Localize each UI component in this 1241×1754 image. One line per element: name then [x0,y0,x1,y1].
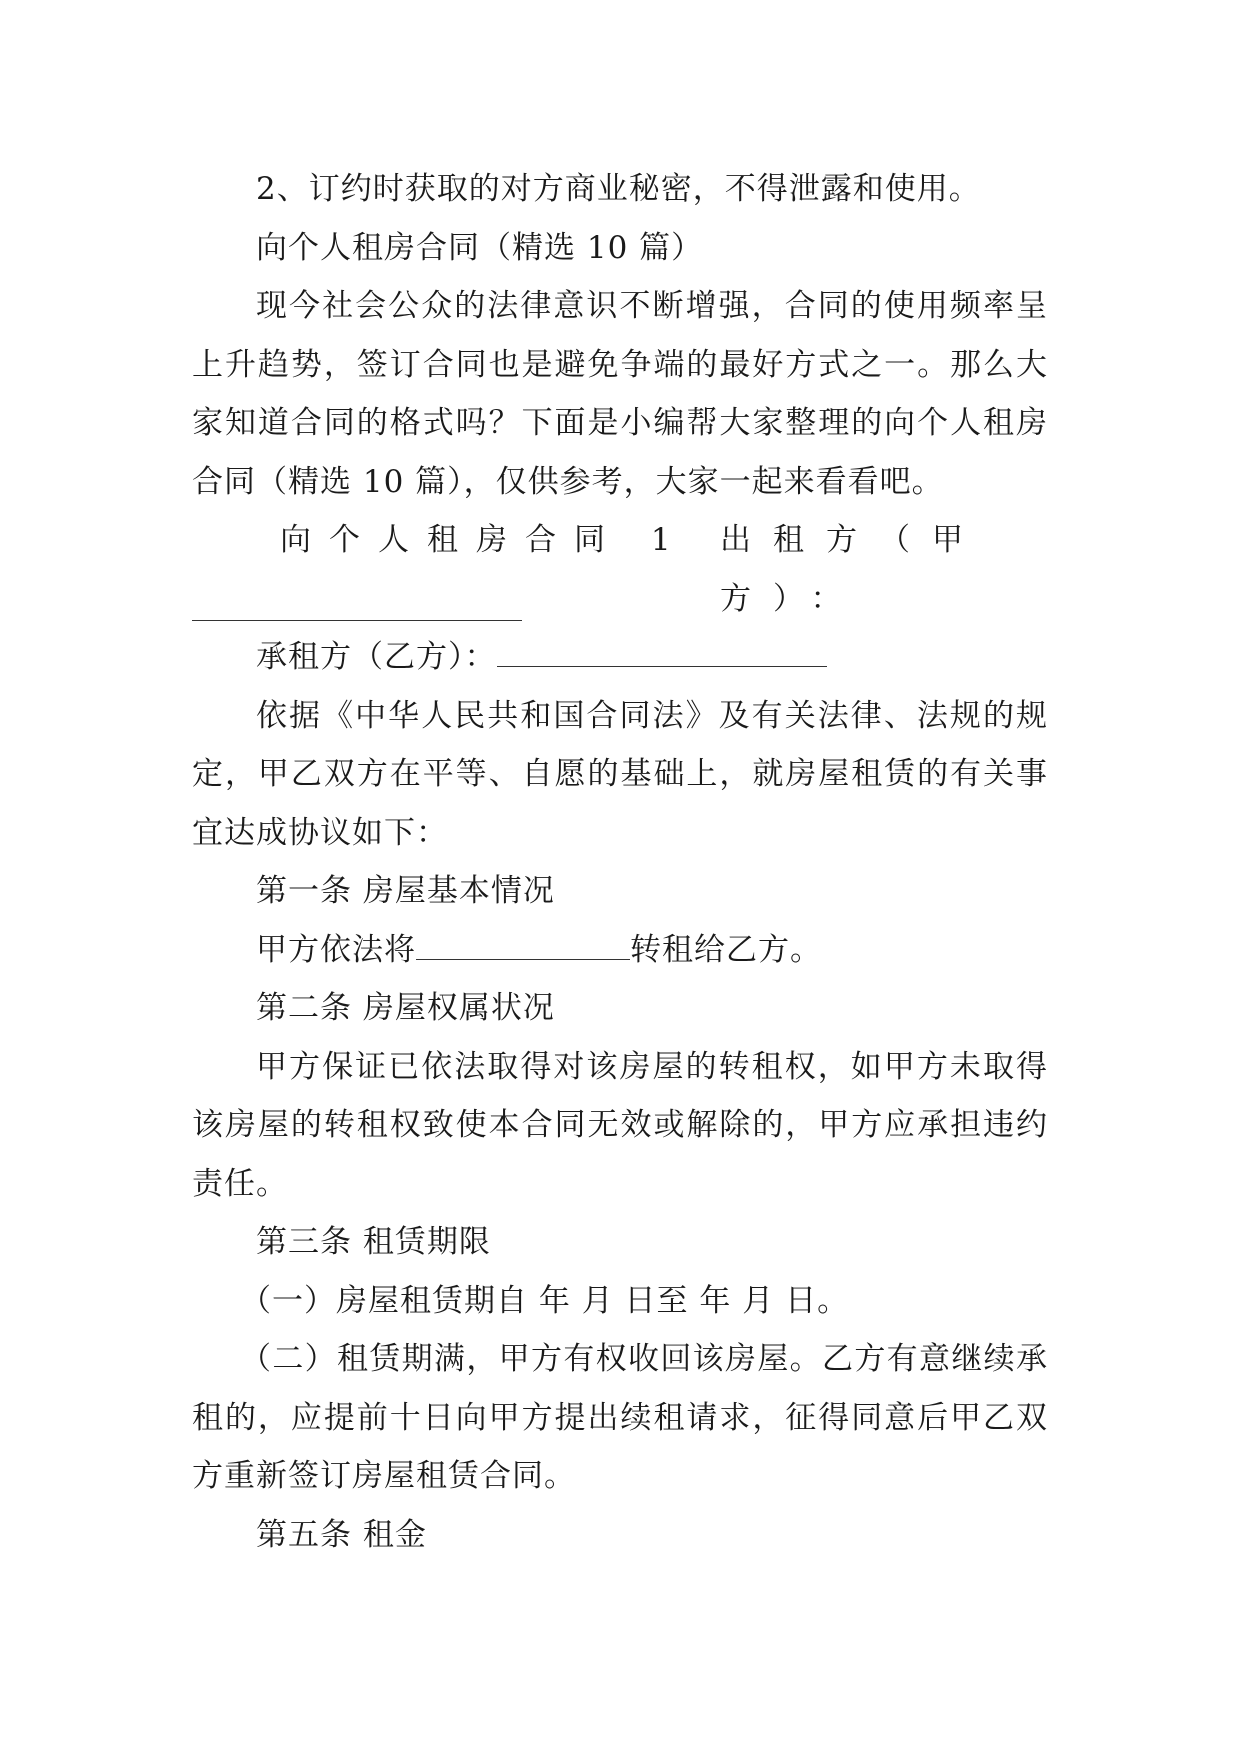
document-title: 向个人租房合同（精选 10 篇） [256,229,704,266]
lessor-blank [192,590,522,621]
contract-number-heading: 向个人租房合同 1 [280,522,689,558]
article-2-title: 第二条 房屋权属状况 [256,990,555,1026]
article-3-item-1: （一）房屋租赁期自 年 月 日至 年 月 日。 [240,1282,850,1319]
lessee-label: 承租方（乙方）： [256,639,497,675]
paragraph-confidentiality: 2、订约时获取的对方商业秘密，不得泄露和使用。 [256,171,981,207]
article-1-body [192,921,1048,980]
legal-basis-paragraph: 依据《中华人民共和国合同法》及有关法律、法规的规定，甲乙双方在平等、自愿的基础上，就房屋租赁的有关事宜达成协议如下： [192,697,1048,851]
property-blank [416,929,630,960]
lessee-blank [497,636,827,667]
article-1-title: 第一条 房屋基本情况 [256,873,555,909]
article-1-prefix: 甲方依法将 [256,931,416,968]
document-body [192,160,1048,1564]
article-5-title: 第五条 租金 [256,1516,427,1553]
intro-paragraph: 现今社会公众的法律意识不断增强，合同的使用频率呈上升趋势，签订合同也是避免争端的最好方式之一。那么大家知道合同的格式吗？下面是小编帮大家整理的向个人租房合同（精选 10 篇），仅供参考，大家一起来看看吧。 [192,288,1048,500]
article-2-body: 甲方保证已依法取得对该房屋的转租权，如甲方未取得该房屋的转租权致使本合同无效或解除的，甲方应承担违约责任。 [192,1048,1048,1202]
article-3-item-2: （二）租赁期满，甲方有权收回该房屋。乙方有意继续承租的，应提前十日向甲方提出续租请求，征得同意后甲乙双方重新签订房屋租赁合同。 [192,1341,1048,1494]
lessor-label: 出租方（甲方）： [720,522,985,617]
lessee-line [192,628,1048,687]
contract-heading-line [192,511,1048,617]
article-3-title: 第三条 租赁期限 [256,1224,491,1260]
lessor-blank-line [192,570,1048,629]
article-1-suffix: 转租给乙方。 [630,931,822,968]
